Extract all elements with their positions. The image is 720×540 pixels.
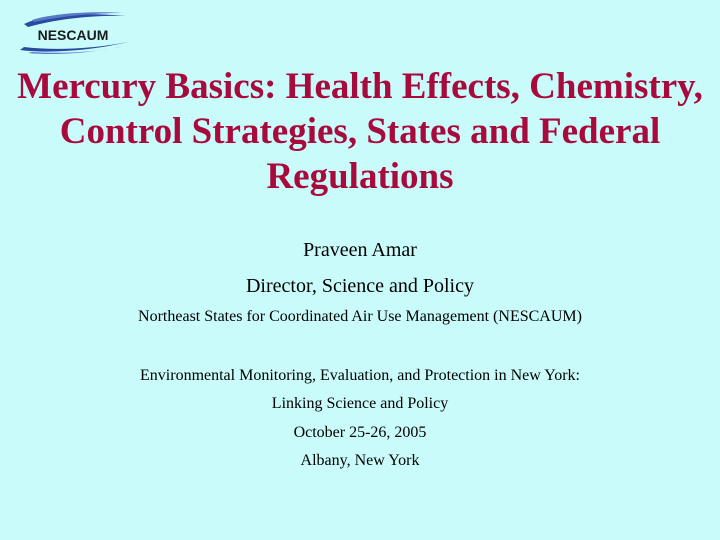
logo-text: NESCAUM [37,27,109,43]
presenter-name: Praveen Amar [303,239,417,261]
presenter-organization: Northeast States for Coordinated Air Use Management (NESCAUM) [138,308,582,325]
event-location: Albany, New York [300,452,420,469]
event-name-line-1: Environmental Monitoring, Evaluation, and Protection in New York: [140,367,580,384]
event-name-line-2: Linking Science and Policy [271,395,449,412]
event-date: October 25-26, 2005 [293,424,427,441]
nescaum-logo [14,10,132,56]
nescaum-logo-icon [14,10,132,56]
slide-title: Mercury Basics: Health Effects, Chemistry, Control Strategies, States and Federal Regulations [17,66,703,197]
presenter-role: Director, Science and Policy [245,275,474,297]
